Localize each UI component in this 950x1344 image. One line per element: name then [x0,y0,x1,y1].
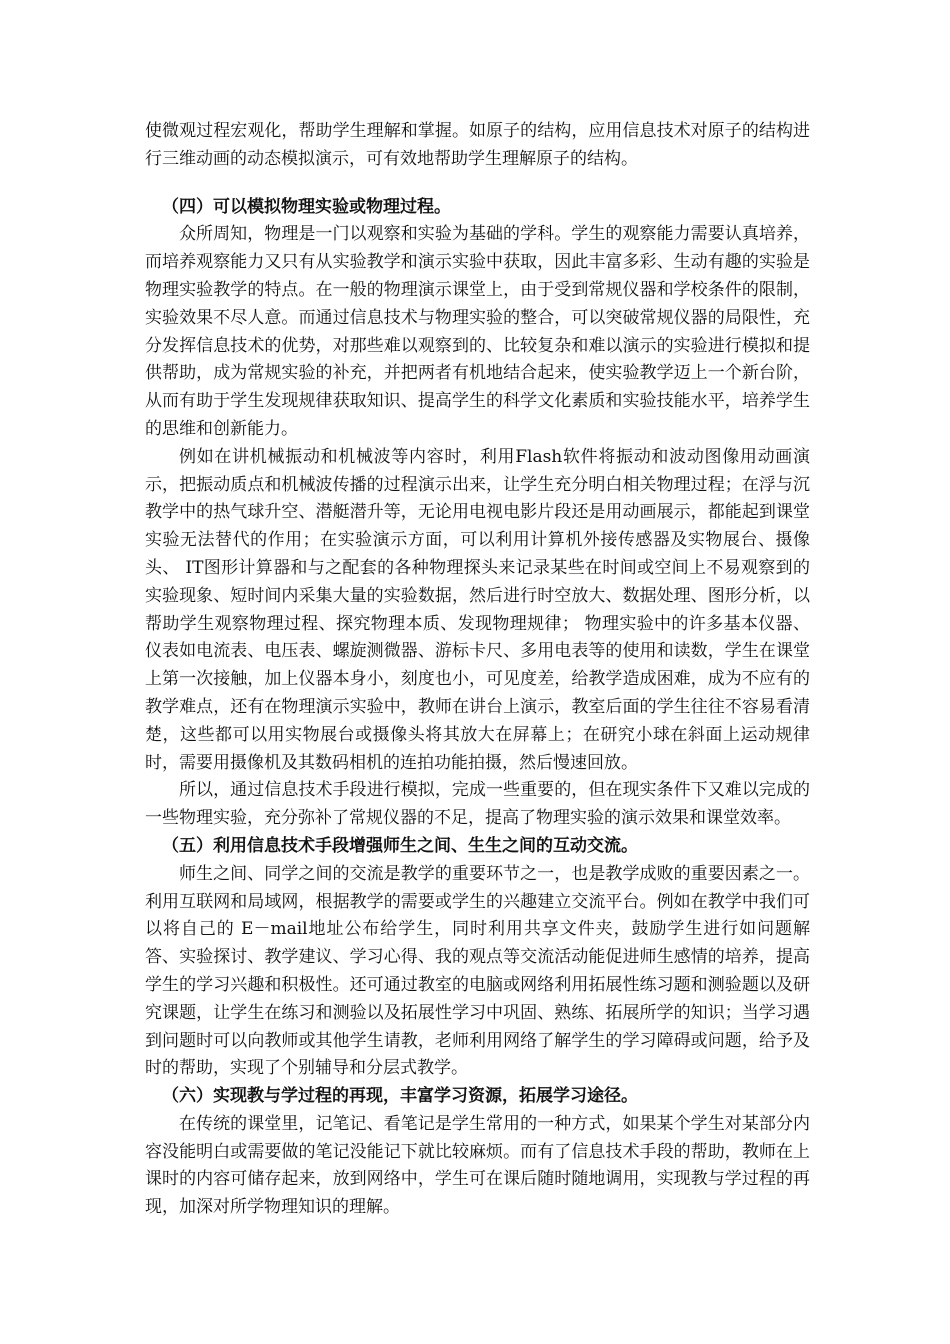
section-6-paragraph-1: 在传统的课堂里，记笔记、看笔记是学生常用的一种方式，如果某个学生对某部分内容没能明白或需要做的笔记没能记下就比较麻烦。而有了信息技术手段的帮助，教师在上课时的内容可储存起来，放到网络中，学生可在课后随时随地调用，实现教与学过程的再现，加深对所学物理知识的理解。 [145,1113,810,1218]
section-5-paragraph-1: 师生之间、同学之间的交流是教学的重要环节之一，也是教学成败的重要因素之一。利用互联网和局域网，根据教学的需要或学生的兴趣建立交流平台。例如在教学中我们可以将自己的 E－mail地址公布给学生，同时利用共享文件夹，鼓励学生进行如问题解答、实验探讨、教学建议、学习心得、我的观点等交流活动能促进师生感情的培养，提高学生的学习兴趣和积极性。还可通过教室的电脑或网络利用拓展性练习题和测验题以及研究课题，让学生在练习和测验以及拓展性学习中巩固、熟练、拓展所学的知识；当学习遇到问题时可以向教师或其他学生请教，老师利用网络了解学生的学习障碍或问题，给予及时的帮助，实现了个别辅导和分层式教学。 [145,863,810,1079]
section-gap [145,174,810,194]
section-6-heading: （六）实现教与学过程的再现，丰富学习资源，拓展学习途径。 [162,1086,638,1107]
section-4-paragraph-1: 众所周知，物理是一门以观察和实验为基础的学科。学生的观察能力需要认真培养，而培养观察能力又只有从实验教学和演示实验中获取，因此丰富多彩、生动有趣的实验是物理实验教学的特点。在一般的物理演示课堂上，由于受到常规仪器和学校条件的限制，实验效果不尽人意。而通过信息技术与物理实验的整合，可以突破常规仪器的局限性，充分发挥信息技术的优势，对那些难以观察到的、比较复杂和难以演示的实验进行模拟和提供帮助，成为常规实验的补充，并把两者有机地结合起来，使实验教学迈上一个新台阶，从而有助于学生发现规律获取知识、提高学生的科学文化素质和实验技能水平，培养学生的思维和创新能力。 [145,224,810,439]
section-4-paragraph-3: 所以，通过信息技术手段进行模拟，完成一些重要的，但在现实条件下又难以完成的一些物理实验，充分弥补了常规仪器的不足，提高了物理实验的演示效果和课堂效率。 [145,780,810,829]
section-5-heading: （五）利用信息技术手段增强师生之间、生生之间的互动交流。 [162,835,638,856]
document-page [145,118,810,1222]
continuation-paragraph: 使微观过程宏观化，帮助学生理解和掌握。如原子的结构，应用信息技术对原子的结构进行三维动画的动态模拟演示，可有效地帮助学生理解原子的结构。 [145,121,810,169]
section-4-heading: （四）可以模拟物理实验或物理过程。 [162,196,451,217]
section-4-paragraph-2: 例如在讲机械振动和机械波等内容时，利用Flash软件将振动和波动图像用动画演示，把振动质点和机械波传播的过程演示出来，让学生充分明白相关物理过程；在浮与沉教学中的热气球升空、潜艇潜升等，无论用电视电影片段还是用动画展示，都能起到课堂实验无法替代的作用；在实验演示方面，可以利用计算机外接传感器及实物展台、摄像头、 IT图形计算器和与之配套的各种物理探头来记录某些在时间或空间上不易观察到的实验现象、短时间内采集大量的实验数据，然后进行时空放大、数据处理、图形分析，以帮助学生观察物理过程、探究物理本质、发现物理规律； 物理实验中的许多基本仪器、仪表如电流表、电压表、螺旋测微器、游标卡尺、多用电表等的使用和读数，学生在课堂上第一次接触，加上仪器本身小，刻度也小，可见度差，给教学造成困难，成为不应有的教学难点，还有在物理演示实验中，教师在讲台上演示，教室后面的学生往往不容易看清楚，这些都可以用实物展台或摄像头将其放大在屏幕上；在研究小球在斜面上运动规律时，需要用摄像机及其数码相机的连拍功能拍摄，然后慢速回放。 [145,446,810,773]
